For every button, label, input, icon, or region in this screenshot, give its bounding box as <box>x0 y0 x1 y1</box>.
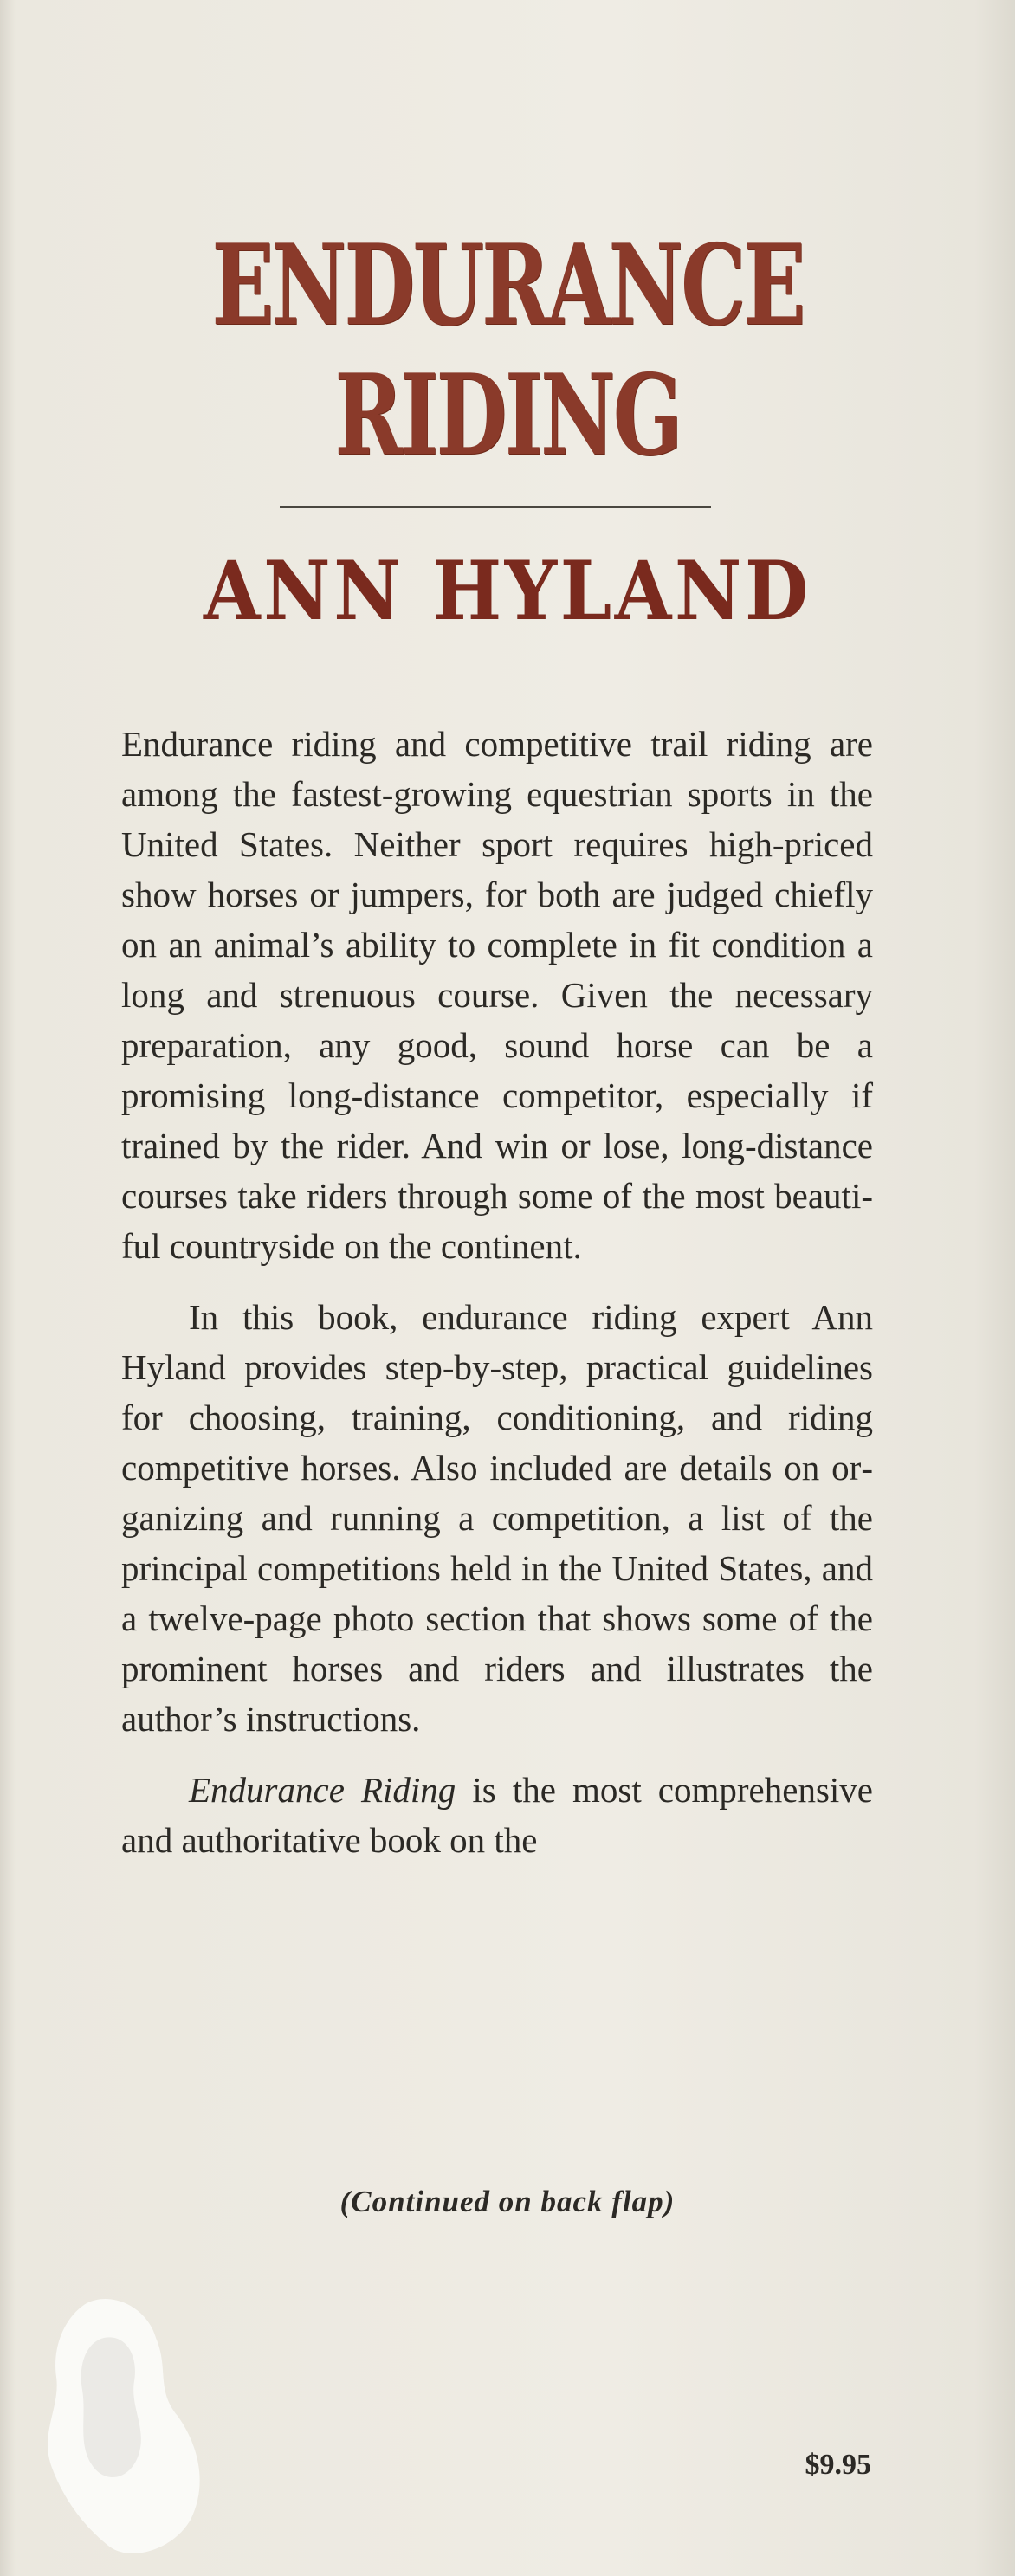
paragraph-2: In this book, endurance riding expert Ann Hyland provides step-by-step, practical guidelines for choosing, training, conditioning, and riding competitive horses. Also included are details on organizing and running a competition, a list of the principal competitions held in the United States, and a twelve-page photo section that shows some of the prominent horses and riders and illustrates the author’s instructions. <box>121 1297 873 1739</box>
continued-note: (Continued on back flap) <box>339 2185 676 2218</box>
book-title <box>0 221 1015 481</box>
title-line-1: ENDURANCE <box>211 221 804 351</box>
paragraph-1: Endurance riding and competitive trail riding are among the fastest-growing equestrian sports in the United States. Neither sport requires high-priced show horses or jumpers, for both are judged chiefly on an animal’s ability to complete in fit condition a long and strenuous course. Given the necessary preparation, any good, sound horse can be a promising long-distance competitor, especially if trained by the rider. And win or lose, long-distance courses take riders through some of the most beautiful countryside on the continent. <box>121 724 873 1266</box>
price: $9.95 <box>805 2449 871 2481</box>
paragraph-3 <box>121 1765 873 1865</box>
worn-paper-patch <box>26 2286 225 2572</box>
title-divider <box>280 506 711 508</box>
flap-copy <box>121 719 873 1886</box>
book-title-italic: Endurance Riding <box>189 1770 456 1810</box>
paragraph-3-text: is the most comprehensive and authoritative book on the <box>121 1770 873 1860</box>
title-line-2: RIDING <box>334 351 681 481</box>
author-name: ANN HYLAND <box>204 544 811 639</box>
